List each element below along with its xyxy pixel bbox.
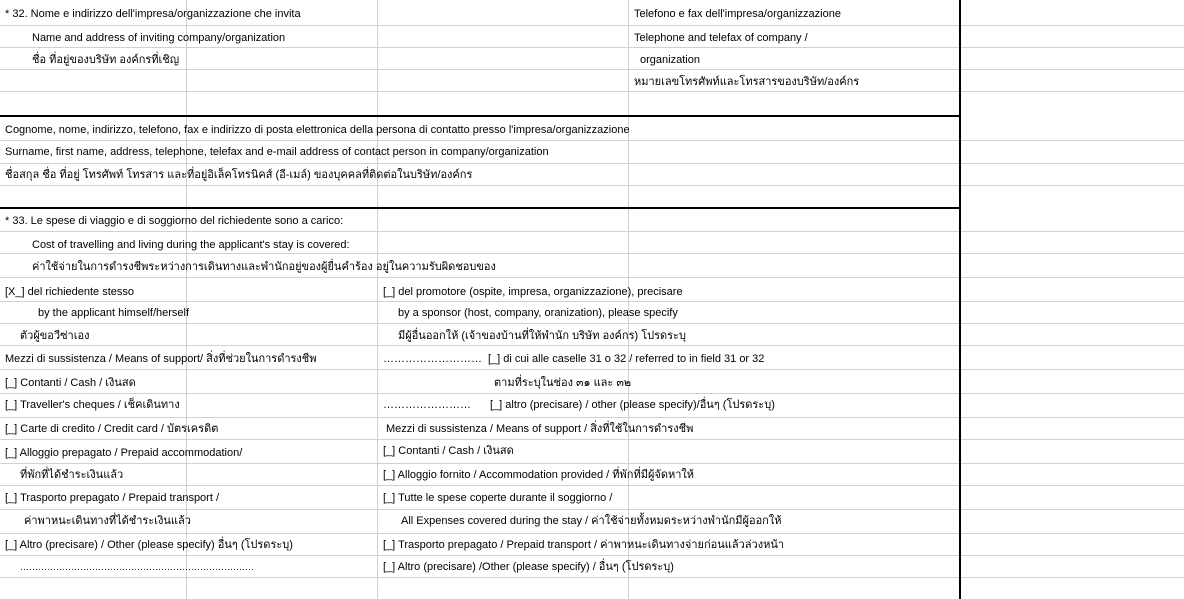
section-divider <box>0 207 960 209</box>
grid-row-line <box>0 25 1184 26</box>
section-32-title-th: ชื่อ ที่อยู่ของบริษัท องค์กรที่เชิญ <box>32 54 180 66</box>
all-expenses-label-en: All Expenses covered during the stay / ค่าใช้จ่ายทั้งหมดระหว่างพำนักมีผู้ออกให้ <box>401 515 782 527</box>
travellers-cheques-checkbox[interactable]: [_] Traveller's cheques / เช็คเดินทาง <box>5 399 180 411</box>
grid-row-line <box>0 463 1184 464</box>
accommodation-provided-checkbox[interactable]: [_] Alloggio fornito / Accommodation provided / ที่พักที่มีผู้จัดหาให้ <box>383 469 695 481</box>
grid-row-line <box>0 345 1184 346</box>
sponsor-other-checkbox[interactable]: [_] altro (precisare) / other (please specify)/อื่นๆ (โปรดระบุ) <box>490 399 775 411</box>
means-of-support-label: Mezzi di sussistenza / Means of support/ สิ่งที่ช่วยในการดำรงชีพ <box>5 353 317 365</box>
prepaid-transport-checkbox[interactable]: [_] Trasporto prepagato / Prepaid transport / <box>5 492 220 504</box>
grid-row-line <box>0 231 1184 232</box>
prepaid-transport-th: ค่าพาหนะเดินทางที่ได้ชำระเงินแล้ว <box>24 515 191 527</box>
contact-label-th: ชื่อสกุล ชื่อ ที่อยู่ โทรศัพท์ โทรสาร และที่อยู่อิเล็คโทรนิคส์ (อี-เมล์) ของบุคคลที่ติดต่อในบริษัท/องค์กร <box>5 169 473 181</box>
phone-label-en: Telephone and telefax of company / <box>634 32 808 44</box>
section-33-title-en: Cost of travelling and living during the applicant's stay is covered: <box>32 239 350 251</box>
phone-label-it: Telefono e fax dell'impresa/organizzazione <box>634 8 841 20</box>
grid-row-line <box>0 47 1184 48</box>
grid-row-line <box>0 140 1184 141</box>
all-expenses-checkbox[interactable]: [_] Tutte le spese coperte durante il soggiorno / <box>383 492 613 504</box>
phone-label-th: หมายเลขโทรศัพท์และโทรสารของบริษัท/องค์กร <box>634 76 860 88</box>
applicant-label-th: ตัวผู้ขอวีซ่าเอง <box>20 330 90 342</box>
sponsor-means-label: Mezzi di sussistenza / Means of support / สิ่งที่ใช้ในการดำรงชีพ <box>386 423 694 435</box>
form-right-border <box>959 0 961 599</box>
grid-row-line <box>0 369 1184 370</box>
sponsor-ref-dots: ……………………… <box>383 353 482 365</box>
grid-row-line <box>0 577 1184 578</box>
prepaid-accommodation-checkbox[interactable]: [_] Alloggio prepagato / Prepaid accommodation/ <box>5 447 243 459</box>
cash-checkbox[interactable]: [_] Contanti / Cash / เงินสด <box>5 377 136 389</box>
applicant-label-en: by the applicant himself/herself <box>38 307 190 319</box>
grid-row-line <box>0 185 1184 186</box>
contact-label-it: Cognome, nome, indirizzo, telefono, fax e indirizzo di posta elettronica della persona di contatto presso l'impresa/organizzazione <box>5 124 630 136</box>
grid-row-line <box>0 485 1184 486</box>
sponsor-ref-th: ตามที่ระบุในช่อง ๓๑ และ ๓๒ <box>494 377 632 389</box>
grid-row-line <box>0 301 1184 302</box>
sponsor-label-th: มีผู้อื่นออกให้ (เจ้าของบ้านที่ให้พำนัก บริษัท องค์กร) โปรดระบุ <box>398 330 686 342</box>
contact-label-en: Surname, first name, address, telephone, telefax and e-mail address of contact person in company/organization <box>5 146 549 158</box>
sponsor-ref-checkbox[interactable]: [_] di cui alle caselle 31 o 32 / referred to in field 31 or 32 <box>488 353 765 365</box>
sponsor-transport-checkbox[interactable]: [_] Trasporto prepagato / Prepaid transport / ค่าพาหนะเดินทางจ่ายก่อนแล้วล่วงหน้า <box>383 539 785 551</box>
grid-row-line <box>0 439 1184 440</box>
sponsor-other-dots: …………………… <box>383 399 471 411</box>
grid-row-line <box>0 509 1184 510</box>
applicant-checkbox-it[interactable]: [X_] del richiedente stesso <box>5 286 135 298</box>
grid-row-line <box>0 277 1184 278</box>
section-32-title-en: Name and address of inviting company/organization <box>32 32 286 44</box>
sponsor-cash-checkbox[interactable]: [_] Contanti / Cash / เงินสด <box>383 445 514 457</box>
grid-row-line <box>0 253 1184 254</box>
grid-row-line <box>0 417 1184 418</box>
credit-card-checkbox[interactable]: [_] Carte di credito / Credit card / บัตรเครดิต <box>5 423 219 435</box>
grid-row-line <box>0 69 1184 70</box>
section-32-title-it: * 32. Nome e indirizzo dell'impresa/organizzazione che invita <box>5 8 301 20</box>
grid-row-line <box>0 163 1184 164</box>
phone-label-en-2: organization <box>640 54 700 66</box>
section-33-title-th: ค่าใช้จ่ายในการดำรงชีพระหว่างการเดินทางและพำนักอยู่ของผู้ยื่นคำร้อง อยู่ในความรับผิดชอบของ <box>32 261 496 273</box>
sponsor-label-en: by a sponsor (host, company, oranization), please specify <box>398 307 678 319</box>
sponsor-other2-checkbox[interactable]: [_] Altro (precisare) /Other (please specify) / อื่นๆ (โปรดระบุ) <box>383 561 674 573</box>
prepaid-accommodation-th: ที่พักที่ได้ชำระเงินแล้ว <box>20 469 124 481</box>
other-checkbox[interactable]: [_] Altro (precisare) / Other (please specify) อื่นๆ (โปรดระบุ) <box>5 539 293 551</box>
grid-row-line <box>0 555 1184 556</box>
section-divider <box>0 115 960 117</box>
other-specify-line[interactable]: …………………………………………………………………… <box>20 562 254 572</box>
grid-row-line <box>0 393 1184 394</box>
grid-row-line <box>0 323 1184 324</box>
sponsor-checkbox-it[interactable]: [_] del promotore (ospite, impresa, organizzazione), precisare <box>383 286 683 298</box>
section-33-title-it: * 33. Le spese di viaggio e di soggiorno del richiedente sono a carico: <box>5 215 344 227</box>
grid-row-line <box>0 533 1184 534</box>
grid-row-line <box>0 91 1184 92</box>
